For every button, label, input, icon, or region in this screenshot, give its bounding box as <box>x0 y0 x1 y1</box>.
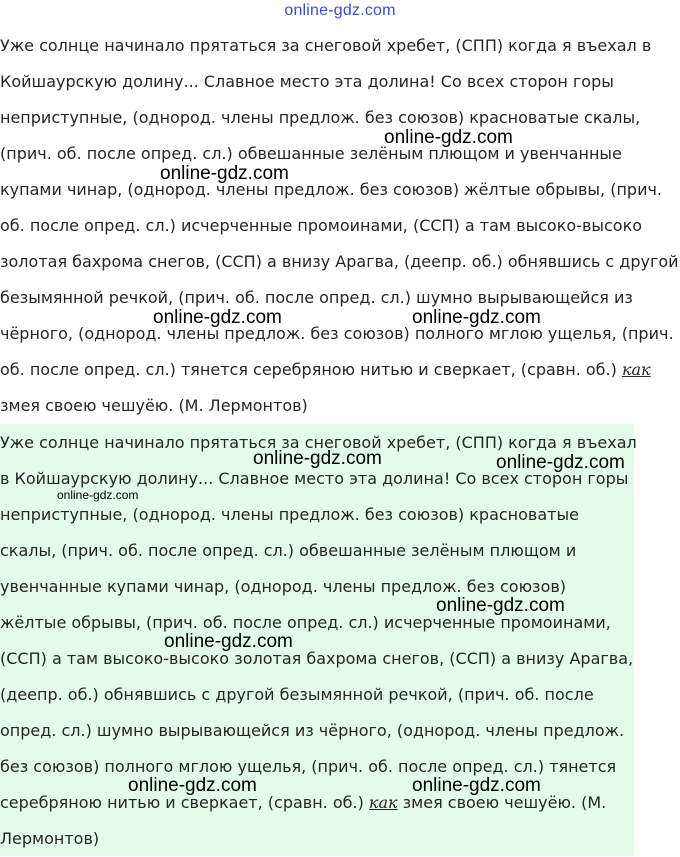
watermark: online-gdz.com <box>412 775 541 796</box>
text-line <box>0 208 670 244</box>
line-text: опред. сл.) шумно вырывающейся из чёрного, (однород. члены предлож. <box>0 721 625 740</box>
text-line <box>0 28 670 64</box>
text-line <box>0 497 634 533</box>
line-text: жёлтые обрывы, (прич. об. после опред. сл.) исчерченные промоинами, <box>0 613 611 632</box>
text-line <box>0 244 679 280</box>
watermark: online-gdz.com <box>496 452 625 473</box>
line-text: увенчанные купами чинар, (однород. члены предлож. без союзов) <box>0 577 567 596</box>
watermark: online-gdz.com <box>412 307 541 328</box>
text-line <box>0 821 634 857</box>
exercise-text <box>0 28 679 424</box>
line-text: Уже солнце начинало прятаться за снеговой хребет, (СПП) когда я въехал в <box>0 36 652 55</box>
line-text: неприступные, (однород. члены предлож. без союзов) красноватые <box>0 505 579 524</box>
watermark: online-gdz.com <box>384 127 513 148</box>
text-line <box>0 713 634 749</box>
line-text: серебряною нитью и сверкает, (сравн. об.) <box>0 793 369 812</box>
site-header-link[interactable]: online-gdz.com <box>284 2 396 19</box>
line-text: в Койшаурскую долину... Славное место эта долина! Со всех сторон горы <box>0 469 629 488</box>
line-text: неприступные, (однород. члены предлож. без союзов) красноватые скалы, <box>0 108 641 127</box>
text-line <box>0 388 670 424</box>
line-text: об. после опред. сл.) тянется серебряною нитью и сверкает, (сравн. об.) <box>0 360 622 379</box>
text-line <box>0 352 670 388</box>
line-text: золотая бахрома снегов, (ССП) а внизу Арагва, (деепр. об.) обнявшись с другой <box>0 252 679 271</box>
watermark: online-gdz.com <box>164 631 293 652</box>
watermark: online-gdz.com <box>128 775 257 796</box>
text-line <box>0 641 634 677</box>
watermark: online-gdz.com <box>153 307 282 328</box>
line-text: (ССП) а там высоко-высоко золотая бахрома снегов, (ССП) а внизу Арагва, <box>0 649 634 668</box>
line-text: скалы, (прич. об. после опред. сл.) обвешанные зелёным плющом и <box>0 541 577 560</box>
text-line <box>0 316 674 352</box>
underlined-conjunction: как <box>621 360 651 379</box>
line-text: (деепр. об.) обнявшись с другой безымянной речкой, (прич. об. после <box>0 685 594 704</box>
line-text: (прич. об. после опред. сл.) обвешанные зелёным плющом и увенчанные <box>0 144 622 163</box>
text-line <box>0 172 670 208</box>
line-text: змея своею чешуёю. (М. Лермонтов) <box>0 396 308 415</box>
line-text: без союзов) полного мглою ущелья, (прич. об. после опред. сл.) тянется <box>0 757 617 776</box>
text-line <box>0 677 634 713</box>
text-line <box>0 280 670 316</box>
text-line <box>0 533 634 569</box>
watermark: online-gdz.com <box>436 595 565 616</box>
watermark: online-gdz.com <box>253 448 382 469</box>
watermark: online-gdz.com <box>57 488 139 502</box>
text-line <box>0 64 670 100</box>
line-text: чёрного, (однород. члены предлож. без союзов) полного мглою ущелья, (прич. <box>0 324 674 343</box>
watermark: online-gdz.com <box>160 163 289 184</box>
line-text: купами чинар, (однород. члены предлож. без союзов) жёлтые обрывы, (прич. <box>0 180 663 199</box>
line-text: Койшаурскую долину... Славное место эта долина! Со всех сторон горы <box>0 72 614 91</box>
line-text: змея своею чешуёю. (М. <box>397 793 607 812</box>
line-text: Уже солнце начинало прятаться за снеговой хребет, (СПП) когда я въехал <box>0 433 637 452</box>
line-text: Лермонтов) <box>0 829 100 848</box>
line-text: об. после опред. сл.) исчерченные промоинами, (ССП) а там высоко-высоко <box>0 216 643 235</box>
text-line <box>0 100 670 136</box>
line-text: безымянной речкой, (прич. об. после опред. сл.) шумно вырывающейся из <box>0 288 633 307</box>
text-line <box>0 136 670 172</box>
underlined-conjunction: как <box>368 793 398 812</box>
